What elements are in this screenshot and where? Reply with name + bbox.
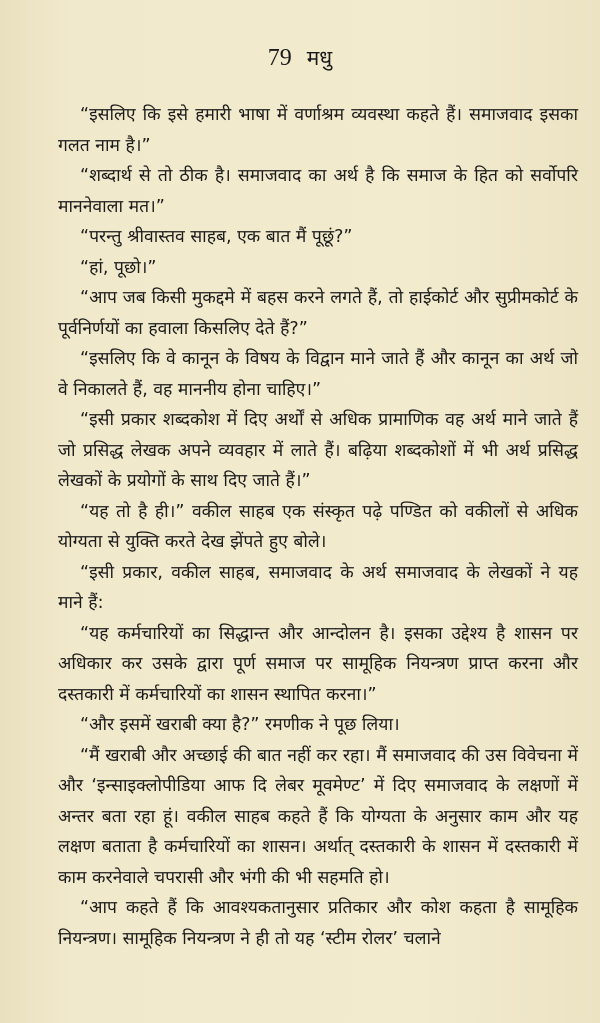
paragraph: “यह तो है ही।” वकील साहब एक संस्कृत पढ़े पण्डित को वकीलों से अधिक योग्यता से युक्ति करते देख झेंपते हुए बोले।	[58, 501, 578, 552]
paragraph: “इसी प्रकार शब्दकोश में दिए अर्थों से अधिक प्रामाणिक वह अर्थ माने जाते हैं जो प्रसिद्ध लेखक अपने व्यवहार में लाते हैं। बढ़िया शब्दकोशों में भी अर्थ प्रसिद्ध लेखकों के प्रयोगों के साथ दिए जाते हैं।”	[58, 410, 578, 491]
paragraph: “हां, पूछो।”	[80, 257, 157, 278]
paragraph: “इसलिए कि वे कानून के विषय के विद्वान माने जाते हैं और कानून का अर्थ जो वे निकालते हैं, वह माननीय होना चाहिए।”	[58, 349, 578, 400]
paragraph: “आप कहते हैं कि आवश्यकतानुसार प्रतिकार और कोश कहता है सामूहिक नियन्त्रण। सामूहिक नियन्त्रण ने ही तो यह ‘स्टीम रोलर’ चलाने	[58, 898, 578, 949]
paragraph: “इसलिए कि इसे हमारी भाषा में वर्णाश्रम व्यवस्था कहते हैं। समाजवाद इसका गलत नाम है।”	[58, 105, 578, 156]
paragraph: “इसी प्रकार, वकील साहब, समाजवाद के अर्थ समाजवाद के लेखकों ने यह माने हैं:	[58, 562, 578, 613]
body-text	[58, 100, 578, 954]
page-header	[0, 44, 600, 72]
book-title: मधु	[306, 46, 333, 70]
paragraph: “आप जब किसी मुकद्दमे में बहस करने लगते हैं, तो हाईकोर्ट और सुप्रीमकोर्ट के पूर्वनिर्णयों का हवाला किसलिए देते हैं?”	[58, 288, 578, 339]
page-number: 79	[267, 45, 292, 71]
paragraph: “परन्तु श्रीवास्तव साहब, एक बात मैं पूछूं?”	[80, 227, 353, 247]
paragraph: “मैं खराबी और अच्छाई की बात नहीं कर रहा। मैं समाजवाद की उस विवेचना में और ‘इन्साइक्लोपीडिया आफ दि लेबर मूवमेण्ट’ में दिए समाजवाद के लक्षणों में अन्तर बता रहा हूं। वकील साहब कहते हैं कि योग्यता के अनुसार काम और यह लक्षण बताता है कर्मचारियों का शासन। अर्थात् दस्तकारी के शासन में दस्तकारी में काम करनेवाले चपरासी और भंगी की भी सहमति हो।	[58, 745, 578, 888]
paragraph: “यह कर्मचारियों का सिद्धान्त और आन्दोलन है। इसका उद्देश्य है शासन पर अधिकार कर उसके द्वारा पूर्ण समाज पर सामूहिक नियन्त्रण प्राप्त करना और दस्तकारी में कर्मचारियों का शासन स्थापित करना।”	[58, 623, 578, 705]
paragraph: “शब्दार्थ से तो ठीक है। समाजवाद का अर्थ है कि समाज के हित को सर्वोपरि माननेवाला मत।”	[58, 166, 578, 217]
paragraph: “और इसमें खराबी क्या है?” रमणीक ने पूछ लिया।	[80, 715, 400, 735]
